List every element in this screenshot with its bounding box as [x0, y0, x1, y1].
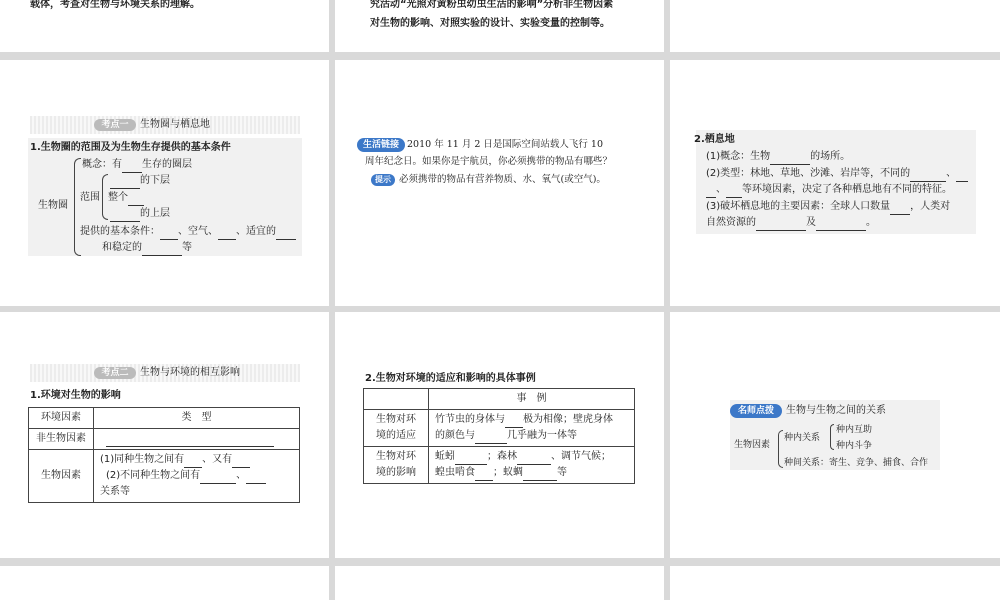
col-header: 环境因素 [29, 408, 94, 429]
slide-text-line2: 对生物的影响、对照实验的设计、实验变量的控制等。 [370, 18, 610, 29]
question-line2: 周年纪念日。如果你是宇航员，你必须携带的物品有哪些？ [365, 156, 613, 167]
intra-brace [830, 424, 834, 450]
section-badge: 考点一 [94, 119, 136, 131]
intra-item1: 种内互助 [836, 425, 873, 435]
relations-title: 生物与生物之间的关系 [786, 405, 886, 416]
slide-env-influence [0, 312, 329, 558]
concept-line: 概念：有 生存的圈层 [82, 157, 192, 173]
conditions-line1: 提供的基本条件： 、空气、 、适宜的 [80, 224, 296, 240]
intra-item2: 种内斗争 [836, 441, 873, 451]
section-badge: 考点二 [94, 367, 136, 379]
heading: 2.生物对环境的适应和影响的具体事例 [365, 373, 536, 384]
range-upper: 的上层 [110, 206, 170, 222]
section-title: 生物与环境的相互影响 [140, 367, 240, 378]
label-biosphere: 生物圈 [38, 200, 68, 211]
habitat-line1: (1)概念：生物 的场所。 [706, 149, 850, 165]
root-label: 生物因素 [734, 440, 771, 450]
slide-top-middle [335, 0, 664, 52]
hint-badge: 提示 [371, 174, 395, 186]
slide-biosphere [0, 60, 329, 306]
slide-bottom-middle [335, 566, 664, 600]
row-label: 生物因素 [29, 450, 94, 503]
row-content: (1)同种生物之间有 、又有 (2)不同种生物之间有 、 关系等 [94, 450, 300, 503]
slide-text: 载体，考查对生物与环境关系的理解。 [30, 0, 200, 10]
row-label: 生物对环 境的适应 [364, 410, 429, 447]
section-title: 生物圈与栖息地 [140, 119, 210, 130]
section-banner [30, 116, 300, 134]
intra-label: 种内关系 [784, 433, 821, 443]
conditions-line2: 和稳定的 等 [102, 240, 192, 256]
range-lower: 的下层 [110, 173, 170, 189]
heading: 1.生物圈的范围及为生物生存提供的基本条件 [30, 142, 231, 153]
env-table [28, 407, 300, 503]
col-header: 类 型 [94, 408, 300, 429]
outer-brace [74, 158, 81, 256]
section-banner [30, 364, 300, 382]
question-line1: 2010 年 11 月 2 日是国际空间站载人飞行 10 [407, 139, 604, 150]
habitat-line3: 、 等环境因素，决定了各种栖息地有不同的特征。 [706, 182, 952, 198]
slide-text-line1: 究活动“光照对黄粉虫幼虫生活的影响”分析非生物因素 [370, 0, 614, 10]
inter-line: 种间关系：寄生、竞争、捕食、合作 [784, 458, 929, 468]
habitat-line2: (2)类型：林地、草地、沙滩、岩岸等，不同的 、 [706, 166, 968, 182]
row-label: 非生物因素 [29, 429, 94, 450]
habitat-line4: (3)破坏栖息地的主要因素：全球人口数量 ，人类对 [706, 199, 950, 215]
row-content: 蚯蚓 ；森林 、调节气候； 蝗虫啃食 ；蚁蜩 等 [429, 447, 635, 484]
hint-text: 必须携带的物品有营养物质、水、氧气(或空气)。 [399, 174, 606, 185]
heading: 1.环境对生物的影响 [30, 390, 121, 401]
habitat-line5: 自然资源的 及 。 [706, 215, 876, 231]
slide-relations [670, 312, 1000, 558]
slide-top-right [670, 0, 1000, 52]
col-header: 事 例 [429, 389, 635, 410]
root-brace [778, 430, 783, 468]
habitat-heading: 2.栖息地 [694, 134, 735, 145]
teacher-tip-badge: 名师点拨 [730, 404, 782, 418]
slide-adaptation [335, 312, 664, 558]
life-link-badge: 生活链接 [357, 138, 405, 152]
row-label: 生物对环 境的影响 [364, 447, 429, 484]
slide-life-link [335, 60, 664, 306]
slide-bottom-right [670, 566, 1000, 600]
range-label: 范围 [80, 192, 100, 203]
answer-blank [94, 429, 300, 450]
slide-bottom-left [0, 566, 329, 600]
range-whole: 整个 [108, 190, 144, 206]
slide-top-left [0, 0, 329, 52]
adaptation-table [363, 388, 635, 484]
slide-habitat [670, 60, 1000, 306]
row-content: 竹节虫的身体与 极为相像；壁虎身体 的颜色与 几乎融为一体等 [429, 410, 635, 447]
